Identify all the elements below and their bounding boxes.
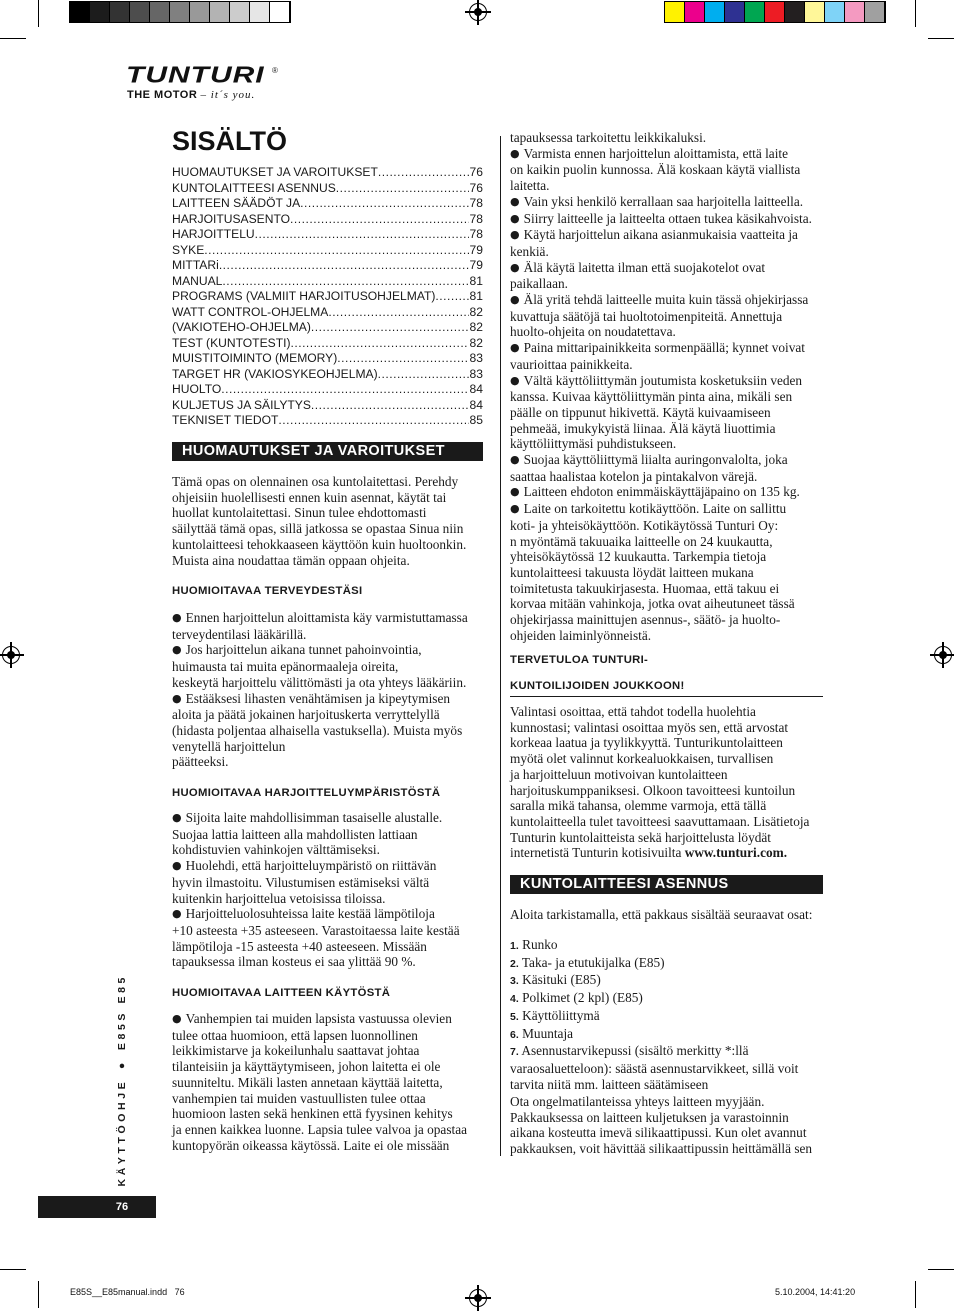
footer-filename: E85S__E85manual.indd 76 bbox=[70, 1287, 185, 1297]
toc-entry-page: 79 bbox=[469, 258, 483, 272]
toc-leader-dots bbox=[337, 351, 468, 367]
usage-list bbox=[172, 1011, 492, 1153]
color-swatch bbox=[745, 2, 765, 22]
toc-leader-dots bbox=[378, 165, 469, 181]
environment-line: hyvin ilmastoitu. Vilustumisen estämiseksi vältä bbox=[172, 874, 430, 890]
toc-entry-label: TARGET HR (VAKIOSYKEOHJELMA) bbox=[172, 366, 378, 381]
part-name: Asennustarvikepussi (sisältö merkitty *:llä bbox=[521, 1043, 749, 1059]
registered-mark: ® bbox=[272, 66, 278, 75]
toc-entry-label: (VAKIOTEHO-OHJELMA) bbox=[172, 320, 311, 334]
part-item bbox=[510, 955, 830, 973]
warning-line: ● Käytä harjoittelun aikana asianmukaisia vaatteita ja bbox=[510, 227, 830, 244]
color-swatch-bar bbox=[664, 1, 886, 23]
side-label: KÄYTTÖOHJE ● E85S E85 bbox=[116, 974, 128, 1187]
toc-leader-dots bbox=[328, 305, 468, 321]
health-line: ● Jos harjoittelun aikana tunnet pahoinvointia, bbox=[172, 642, 492, 659]
part-number: 1. bbox=[510, 940, 519, 952]
closing-line: aikana kosteutta imevä silikaattipussi. Kun olet avannut bbox=[510, 1125, 807, 1141]
usage-line: leikkimistarve ja kokeilunhalu saattavat johtaa bbox=[172, 1043, 420, 1059]
color-swatch bbox=[785, 2, 805, 22]
warning-line: ohjeiden laiminlyönneistä. bbox=[510, 627, 652, 643]
footer-timestamp: 5.10.2004, 14:41:20 bbox=[775, 1287, 856, 1297]
color-swatch bbox=[685, 2, 705, 22]
welcome-line: Valintasi osoittaa, että tahdot todella huolehtia bbox=[510, 704, 756, 719]
color-swatch bbox=[705, 2, 725, 22]
warning-line: ● Älä käytä laitetta ilman että suojakotelot ovat bbox=[510, 260, 830, 277]
crop-mark bbox=[915, 1281, 916, 1308]
health-line: keskeytä harjoittelu välittömästi ja ota yhteys lääkäriin. bbox=[172, 674, 467, 690]
environment-list bbox=[172, 810, 492, 970]
warning-line: toimitetusta takuukirjasesta. Huomaa, että takuu ei bbox=[510, 580, 780, 596]
warning-line: ● Vain yksi henkilö kerrallaan saa harjoitella laitteella. bbox=[510, 194, 830, 211]
toc-entry-label: KULJETUS JA SÄILYTYS bbox=[172, 397, 311, 412]
part-item bbox=[510, 1026, 830, 1044]
environment-line: lämpötiloja -15 asteesta +40 asteeseen. Missään bbox=[172, 938, 427, 954]
toc-entry-label: PROGRAMS (VALMIIT HARJOITUSOHJELMAT) bbox=[172, 289, 436, 303]
toc-entry-label: HUOLTO bbox=[172, 382, 222, 396]
toc-entry bbox=[172, 413, 483, 429]
usage-line: tulee ottaa huomioon, että lapsen luonnollinen bbox=[172, 1027, 418, 1043]
column-divider bbox=[500, 136, 501, 1156]
warning-line: paikallaan. bbox=[510, 276, 568, 292]
warning-line: ● Varmista ennen harjoittelun aloittamista, että laite bbox=[510, 146, 830, 163]
welcome-line: saralla mikä tahansa, olemme varmoja, että tällä bbox=[510, 798, 767, 814]
subheading-welcome-1: TERVETULOA TUNTURI- bbox=[510, 654, 649, 666]
toc-entry-label: HUOMAUTUKSET JA VAROITUKSET bbox=[172, 165, 378, 179]
welcome-last-text: internetistä Tunturin kotisivuilta bbox=[510, 845, 685, 861]
part-name: Käyttöliittymä bbox=[522, 1007, 600, 1023]
toc-leader-dots bbox=[255, 227, 469, 243]
part-number: 6. bbox=[510, 1028, 519, 1041]
toc-entry bbox=[172, 336, 483, 352]
registration-mark-bottom bbox=[469, 1289, 487, 1307]
environment-line: ● Sijoita laite mahdollisimman tasaiselle alustalle. bbox=[172, 810, 492, 827]
color-swatch bbox=[270, 2, 290, 22]
health-line: terveydentilasi lääkärillä. bbox=[172, 626, 307, 642]
registration-mark-top bbox=[469, 3, 487, 21]
toc-entry bbox=[172, 274, 483, 290]
color-swatch bbox=[210, 2, 230, 22]
usage-line: huomioon lasten sekä henkinen että fyysinen kehitys bbox=[172, 1106, 453, 1122]
part-number: 3. bbox=[510, 975, 519, 988]
color-swatch bbox=[865, 2, 885, 22]
welcome-line: harjoituskumppaniksesi. Olkoon tavoitteesi kuntoilun bbox=[510, 782, 796, 798]
crop-mark bbox=[0, 1269, 26, 1270]
page-number: 76 bbox=[115, 1201, 129, 1213]
intro-line: Muista aina noudattaa tämän oppaan ohjeita. bbox=[172, 552, 410, 568]
toc-entry-page: 83 bbox=[469, 366, 483, 381]
health-list bbox=[172, 610, 492, 770]
color-swatch bbox=[665, 2, 685, 22]
toc-leader-dots bbox=[311, 320, 469, 336]
toc-leader-dots bbox=[311, 398, 469, 414]
closing-line: Pakkauksessa on laitteen kuljetuksen ja varastoinnin bbox=[510, 1109, 789, 1125]
crop-mark bbox=[915, 0, 916, 27]
warning-line: kuvattuja säätöjä tai huoltotoimenpiteitä. Annettuja bbox=[510, 308, 783, 324]
toc-entry-page: 82 bbox=[469, 320, 483, 334]
environment-line: ● Huolehdi, että harjoitteluympäristö on riittävän bbox=[172, 858, 492, 875]
toc-entry-page: 78 bbox=[469, 227, 483, 241]
part-item bbox=[510, 937, 830, 955]
color-swatch bbox=[170, 2, 190, 22]
health-line: ● Estääksesi lihasten venähtämisen ja kipeytymisen bbox=[172, 691, 492, 708]
tagline-bold: THE MOTOR bbox=[127, 89, 198, 101]
usage-line: ja ennen kaikkea luonne. Lapsia tulee valvoa ja opastaa bbox=[172, 1121, 467, 1137]
closing-line: Ota ongelmatilanteissa yhteys laitteen myyjään. bbox=[510, 1094, 765, 1109]
toc-entry bbox=[172, 305, 483, 321]
part-name: Runko bbox=[522, 937, 558, 952]
health-line: ● Ennen harjoittelun aloittamista käy varmistuttamassa bbox=[172, 610, 492, 627]
toc-leader-dots bbox=[221, 382, 468, 398]
warning-line: saattaa haalistaa kotelon ja pintakalvon värejä. bbox=[510, 468, 758, 484]
part-name: Käsituki (E85) bbox=[522, 972, 601, 988]
crop-mark bbox=[38, 1281, 39, 1308]
toc-entry bbox=[172, 398, 483, 414]
toc-entry-label: HARJOITTELU bbox=[172, 227, 255, 241]
warning-line: päälle on tippunut hikivettä. Käytä kuivaamiseen bbox=[510, 404, 771, 420]
page-number-box bbox=[38, 1196, 156, 1218]
usage-line: vanhempien tai muiden vastuullisten tulee ottaa bbox=[172, 1090, 426, 1106]
warning-line: n myöntämä takuuaika laitteelle on 24 kuukautta, bbox=[510, 533, 773, 549]
welcome-last-line bbox=[510, 845, 830, 861]
usage-line: kuntopyörän oikeassa käytössä. Laite ei ole missään bbox=[172, 1137, 450, 1153]
toc-entry bbox=[172, 382, 483, 398]
toc-entry-page: 81 bbox=[469, 273, 483, 288]
warning-line: pehmeää, imukykyistä liinaa. Älä käytä liuottimia bbox=[510, 420, 776, 436]
toc-entry-page: 78 bbox=[469, 196, 483, 210]
warning-line: kanssa. Kuivaa käyttöliittymän pinta aina, mikäli sen bbox=[510, 389, 793, 405]
warning-line: yhteisökäytössä 12 kuukautta. Tarkempia tietoja bbox=[510, 549, 767, 565]
part-number: 2. bbox=[510, 957, 519, 970]
toc-entry bbox=[172, 227, 483, 243]
color-swatch bbox=[725, 2, 745, 22]
page-title: SISÄLTÖ bbox=[172, 126, 288, 156]
environment-line: Suojaa lattia laitteen alla mahdollisten lattiaan bbox=[172, 826, 418, 842]
toc-entry-label: KUNTOLAITTEESI ASENNUS bbox=[172, 180, 336, 195]
welcome-line: ja harjoitteluun motivoivan kuntolaitteen bbox=[510, 766, 728, 782]
environment-line: kohdistuvien vahinkojen välttämiseksi. bbox=[172, 842, 380, 858]
welcome-line: Tunturin kuntolaitteista sekä harjoittelusta löydät bbox=[510, 829, 771, 845]
warning-line: laitetta. bbox=[510, 178, 550, 194]
toc-entry bbox=[172, 212, 483, 228]
warning-line: käyttöliittymäsi puhdistukseen. bbox=[510, 436, 677, 452]
welcome-line: myötä olet valinnut korkealuokkaisen, turvallisen bbox=[510, 751, 774, 767]
crop-mark bbox=[928, 38, 954, 39]
warning-line: ● Laite on tarkoitettu kotikäyttöön. Laite on sallittu bbox=[510, 501, 830, 518]
toc-entry-page: 78 bbox=[469, 211, 483, 226]
health-line: (hidasta poljentaa alhaisella vastuksella). Muista myös bbox=[172, 722, 463, 738]
toc-entry bbox=[172, 367, 483, 383]
toc-leader-dots bbox=[336, 181, 469, 197]
warning-line: ohjekirjassa mainittujen asennus-, säätö- ja huolto- bbox=[510, 612, 781, 628]
health-line: aloita ja päätä jokainen harjoituskerta verryttelyllä bbox=[172, 707, 440, 723]
toc-entry-page: 84 bbox=[469, 382, 483, 396]
toc-entry-label: HARJOITUSASENTO bbox=[172, 211, 291, 226]
section-heading-warnings: HUOMAUTUKSET JA VAROITUKSET bbox=[172, 442, 483, 461]
toc-entry-label: MANUAL bbox=[172, 273, 223, 288]
registration-mark-left bbox=[2, 646, 20, 664]
toc-leader-dots bbox=[290, 336, 468, 352]
part-number: 7. bbox=[510, 1046, 519, 1059]
part-name: Taka- ja etutukijalka (E85) bbox=[521, 954, 665, 970]
toc-entry-label: SYKE bbox=[172, 242, 205, 257]
color-swatch bbox=[150, 2, 170, 22]
toc-entry-page: 85 bbox=[469, 413, 483, 427]
environment-line: ● Harjoitteluolosuhteissa laite kestää lämpötiloja bbox=[172, 906, 492, 923]
warning-line: vaurioittaa painikkeita. bbox=[510, 356, 633, 372]
toc-leader-dots bbox=[300, 196, 468, 212]
subheading-welcome-2: KUNTOILIJOIDEN JOUKKOON! bbox=[510, 680, 823, 697]
warning-line: ● Suojaa käyttöliittymä liialta auringonvalolta, joka bbox=[510, 452, 830, 469]
warning-line: on kaikin puolin kunnossa. Älä koskaan käytä viallista bbox=[510, 162, 801, 178]
health-line: huimausta tai muita epänormaaleja oireita, bbox=[172, 659, 399, 675]
intro-line: ohjeisiin huolellisesti ennen kuin asennat, käytät tai bbox=[172, 489, 447, 505]
tagline-italic: – it´s you. bbox=[200, 89, 256, 101]
toc-entry bbox=[172, 196, 483, 212]
part-name: Muuntaja bbox=[522, 1025, 574, 1041]
color-swatch bbox=[130, 2, 150, 22]
warning-line: ● Siirry laitteelle ja laitteelta ottaen tukea käsikahvoista. bbox=[510, 211, 830, 228]
part-name: Polkimet (2 kpl) (E85) bbox=[522, 990, 643, 1006]
color-swatch bbox=[90, 2, 110, 22]
environment-line: tapauksessa ilman kosteus ei saa ylittää 90 %. bbox=[172, 954, 416, 970]
warning-line: ● Paina mittaripainikkeita sormenpäällä; kynnet voivat bbox=[510, 340, 830, 357]
warning-line: koti- ja yhteisökäyttöön. Kotikäytössä Tunturi Oy: bbox=[510, 517, 779, 533]
assembly-intro: Aloita tarkistamalla, että pakkaus sisältää seuraavat osat: bbox=[510, 907, 813, 922]
health-line: päätteeksi. bbox=[172, 754, 229, 770]
part-item bbox=[510, 1043, 830, 1061]
table-of-contents bbox=[172, 165, 483, 429]
usage-line: suunniteltu. Mikäli lasten annetaan käyttää laitetta, bbox=[172, 1074, 443, 1090]
color-swatch bbox=[825, 2, 845, 22]
color-swatch bbox=[250, 2, 270, 22]
warning-line: ● Vältä käyttöliittymän joutumista kosketuksiin veden bbox=[510, 373, 830, 390]
color-swatch bbox=[110, 2, 130, 22]
usage-line: tilanteisiin ja käyttäytymiseen, johon laitetta ei ole bbox=[172, 1059, 441, 1075]
crop-mark bbox=[38, 0, 39, 27]
closing-line: pakkauksen, voit hävittää silikaattipussin heittämällä sen bbox=[510, 1141, 813, 1157]
toc-entry bbox=[172, 165, 483, 181]
color-swatch bbox=[190, 2, 210, 22]
warning-line: ● Älä yritä tehdä laitteelle muita kuin tässä ohjekirjassa bbox=[510, 292, 830, 309]
grayscale-swatch-bar bbox=[69, 1, 291, 23]
toc-entry bbox=[172, 243, 483, 259]
toc-leader-dots bbox=[278, 413, 468, 429]
intro-line: huollat kuntolaitettasi. Sinun tulee ehdottomasti bbox=[172, 505, 427, 521]
welcome-line: kuntolaitteella tulet tavoitteesi saavuttamaan. Lisätietoja bbox=[510, 813, 810, 829]
warning-line: kuntolaitteesi takuusta löydät laitteen mukana bbox=[510, 564, 754, 580]
warning-line: kenkiä. bbox=[510, 243, 549, 259]
intro-line: kuntolaitteesi tehokkaaseen käyttöön kuin huoltoonkin. bbox=[172, 536, 467, 552]
toc-entry-page: 81 bbox=[469, 289, 483, 303]
toc-entry-page: 82 bbox=[469, 304, 483, 319]
toc-entry bbox=[172, 289, 483, 305]
welcome-line: kunnostasi; valintasi osoittaa myös sen, että arvostat bbox=[510, 719, 789, 735]
toc-leader-dots bbox=[204, 243, 468, 259]
website-link[interactable]: www.tunturi.com. bbox=[684, 845, 788, 861]
color-swatch bbox=[70, 2, 90, 22]
part-number: 4. bbox=[510, 993, 519, 1006]
toc-entry-label: TEKNISET TIEDOT bbox=[172, 413, 279, 427]
intro-paragraph bbox=[172, 474, 492, 568]
toc-entry-page: 82 bbox=[469, 335, 483, 350]
part-item bbox=[510, 1008, 830, 1026]
subheading-environment: HUOMIOITAVAA HARJOITTELUYMPÄRISTÖSTÄ bbox=[172, 787, 441, 799]
toc-entry-page: 83 bbox=[469, 351, 483, 365]
brand-logo: TUNTURI bbox=[126, 62, 265, 88]
intro-line: Tämä opas on olennainen osa kuntolaitettasi. Perehdy bbox=[172, 474, 459, 489]
toc-entry-label: MITTARi bbox=[172, 258, 219, 272]
environment-line: kuitenkin harjoittelua vetoisissa tiloissa. bbox=[172, 890, 386, 906]
toc-entry-label: MUISTITOIMINTO (MEMORY) bbox=[172, 351, 338, 365]
color-swatch bbox=[230, 2, 250, 22]
registration-mark-right bbox=[934, 646, 952, 664]
crop-mark bbox=[0, 38, 26, 39]
warning-line: ● Laitteen ehdoton enimmäiskäyttäjäpaino on 135 kg. bbox=[510, 484, 830, 501]
part-continuation: varaosaluetteloon): säästä asennustarvikkeet, sillä voit bbox=[510, 1060, 799, 1076]
subheading-health: HUOMIOITAVAA TERVEYDESTÄSI bbox=[172, 585, 363, 597]
part-number: 5. bbox=[510, 1010, 519, 1023]
welcome-paragraph bbox=[510, 704, 830, 861]
toc-entry-page: 84 bbox=[469, 397, 483, 412]
toc-entry bbox=[172, 351, 483, 367]
toc-leader-dots bbox=[222, 274, 468, 290]
warning-line: huolto-ohjeita on noudatettava. bbox=[510, 324, 676, 340]
warnings-list bbox=[510, 130, 830, 644]
part-item bbox=[510, 990, 830, 1008]
color-swatch bbox=[845, 2, 865, 22]
color-swatch bbox=[805, 2, 825, 22]
toc-entry bbox=[172, 320, 483, 336]
toc-leader-dots bbox=[290, 212, 469, 228]
part-item bbox=[510, 972, 830, 990]
section-heading-assembly: KUNTOLAITTEESI ASENNUS bbox=[510, 875, 823, 894]
toc-entry-page: 76 bbox=[469, 165, 483, 179]
health-line: venytellä harjoittelun bbox=[172, 738, 286, 754]
intro-line: säilyttää tämä opas, sillä jatkossa se opastaa Sinua niin bbox=[172, 521, 464, 537]
part-continuation: tarvita niitä mm. laitteen säätämiseen bbox=[510, 1076, 709, 1092]
toc-entry bbox=[172, 181, 483, 197]
crop-mark bbox=[928, 1269, 954, 1270]
toc-entry bbox=[172, 258, 483, 274]
toc-leader-dots bbox=[219, 258, 469, 274]
warning-line: tapauksessa tarkoitettu leikkikaluksi. bbox=[510, 130, 707, 145]
usage-line: ● Vanhempien tai muiden lapsista vastuussa olevien bbox=[172, 1011, 492, 1028]
toc-entry-label: WATT CONTROL-OHJELMA bbox=[172, 304, 329, 319]
toc-leader-dots bbox=[378, 367, 469, 383]
parts-list bbox=[510, 937, 830, 1092]
environment-line: +10 asteesta +35 asteeseen. Varastoitaessa laite kestää bbox=[172, 922, 460, 938]
color-swatch bbox=[765, 2, 785, 22]
toc-entry-label: LAITTEEN SÄÄDÖT JA bbox=[172, 196, 301, 210]
toc-entry-label: TEST (KUNTOTESTI) bbox=[172, 335, 291, 350]
toc-entry-page: 79 bbox=[469, 242, 483, 257]
warning-line: korvaa mitään vahinkoja, jotka ovat aiheutuneet tässä bbox=[510, 596, 795, 612]
subheading-usage: HUOMIOITAVAA LAITTEEN KÄYTÖSTÄ bbox=[172, 987, 391, 999]
closing-paragraph bbox=[510, 1094, 830, 1157]
welcome-line: korkeaa laatua ja tyylikkyyttä. Tunturikuntolaitteen bbox=[510, 735, 783, 751]
toc-leader-dots bbox=[435, 289, 468, 305]
toc-entry-page: 76 bbox=[469, 180, 483, 195]
brand-tagline bbox=[127, 89, 255, 101]
